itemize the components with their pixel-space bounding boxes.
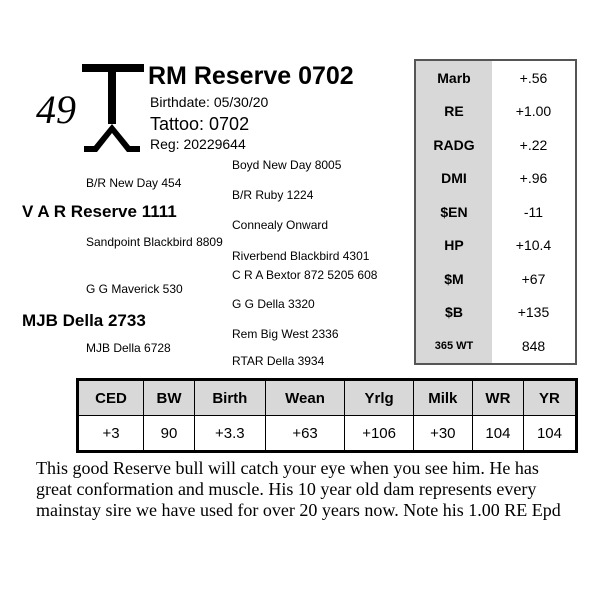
brand-icon (80, 60, 150, 156)
performance-header: WR (472, 380, 523, 416)
pedigree-dss: C R A Bextor 872 5205 608 (232, 268, 378, 282)
epd-value: 848 (492, 329, 576, 364)
epd-value: +67 (492, 262, 576, 296)
epd-label: 365 WT (415, 329, 492, 364)
performance-header: Birth (195, 380, 266, 416)
epd-label: RE (415, 95, 492, 129)
epd-table (414, 59, 577, 365)
performance-header: YR (523, 380, 576, 416)
performance-header: Wean (265, 380, 345, 416)
performance-value-row (78, 416, 577, 452)
pedigree-sds: Connealy Onward (232, 218, 329, 232)
pedigree-sdd: Riverbend Blackbird 4301 (232, 249, 370, 263)
epd-label: HP (415, 229, 492, 263)
pedigree-sire: V A R Reserve 1111 (22, 202, 177, 221)
epd-label: RADG (415, 128, 492, 162)
epd-label: $B (415, 296, 492, 330)
performance-header-row (78, 380, 577, 416)
epd-label: $M (415, 262, 492, 296)
epd-label: Marb (415, 60, 492, 95)
performance-value: +63 (265, 416, 345, 452)
epd-row (415, 95, 576, 129)
performance-value: 104 (523, 416, 576, 452)
epd-value: -11 (492, 195, 576, 229)
pedigree-ssd: B/R Ruby 1224 (232, 188, 314, 202)
performance-value: 104 (472, 416, 523, 452)
tattoo: Tattoo: 0702 (150, 114, 250, 134)
pedigree-dam-dam: MJB Della 6728 (86, 341, 171, 355)
birthdate: Birthdate: 05/30/20 (150, 94, 269, 110)
epd-label: $EN (415, 195, 492, 229)
performance-value: 90 (144, 416, 195, 452)
pedigree-dam-sire: G G Maverick 530 (86, 282, 183, 296)
performance-value: +3.3 (195, 416, 266, 452)
lot-number: 49 (36, 87, 76, 132)
pedigree-sire-dam: Sandpoint Blackbird 8809 (86, 235, 223, 249)
bull-name: RM Reserve 0702 (148, 62, 354, 90)
epd-label: DMI (415, 162, 492, 196)
epd-row (415, 262, 576, 296)
epd-row (415, 195, 576, 229)
epd-value: +1.00 (492, 95, 576, 129)
epd-row (415, 296, 576, 330)
pedigree-dsd: G G Della 3320 (232, 297, 315, 311)
registration: Reg: 20229644 (150, 136, 246, 152)
performance-value: +3 (78, 416, 144, 452)
performance-header: Milk (413, 380, 472, 416)
pedigree-dds: Rem Big West 2336 (232, 327, 339, 341)
pedigree-sire-sire: B/R New Day 454 (86, 176, 182, 190)
performance-value: +30 (413, 416, 472, 452)
epd-row (415, 229, 576, 263)
epd-value: +135 (492, 296, 576, 330)
pedigree-sss: Boyd New Day 8005 (232, 158, 342, 172)
performance-header: BW (144, 380, 195, 416)
performance-header: CED (78, 380, 144, 416)
epd-row (415, 329, 576, 364)
epd-row (415, 128, 576, 162)
epd-row (415, 162, 576, 196)
epd-value: +.56 (492, 60, 576, 95)
performance-table (76, 378, 578, 453)
epd-value: +.96 (492, 162, 576, 196)
bull-description: This good Reserve bull will catch your eye when you see him. He has great conformation and muscle. His 10 year old dam represents every mainstay sire we have used for over 20 years now. Note his 1.00 RE Epd (36, 458, 561, 520)
performance-header: Yrlg (345, 380, 413, 416)
epd-value: +.22 (492, 128, 576, 162)
epd-value: +10.4 (492, 229, 576, 263)
epd-row (415, 60, 576, 95)
performance-value: +106 (345, 416, 413, 452)
pedigree-dam: MJB Della 2733 (22, 311, 146, 330)
pedigree-ddd: RTAR Della 3934 (232, 354, 325, 368)
